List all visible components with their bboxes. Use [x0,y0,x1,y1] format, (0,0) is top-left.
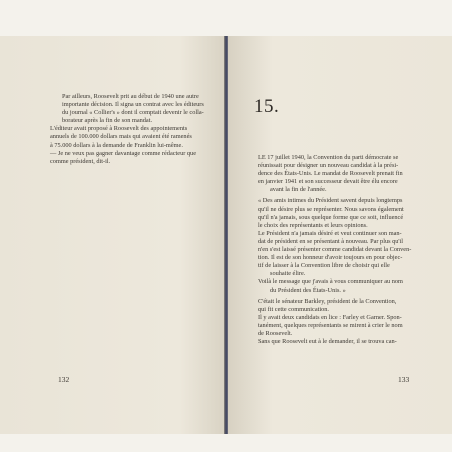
text-line: Voilà le message que j'avais à vous communiquer au nom [258,278,403,286]
text-line: C'était le sénateur Barkley, président de la Convention, [258,297,397,305]
page-number-left: 132 [58,375,70,384]
text-line: du Président des États-Unis. » [270,286,346,294]
text-line: en janvier 1941 et son successeur devait être élu encore [258,178,398,186]
text-line: — Je ne veux pas gagner davantage comme rédacteur que [50,149,196,157]
right-paragraph [258,338,418,346]
text-line: LE 17 juillet 1940, la Convention du parti démocrate se [258,154,399,161]
text-line: importante décision. Il signa un contrat avec les éditeurs [62,101,204,109]
text-line: « Des amis intimes du Président savent depuis longtemps [258,197,403,205]
text-line: annuels de 100.000 dollars mais qui avaient été ramenés [50,133,192,141]
text-line: Par ailleurs, Roosevelt prit au début de 1940 une autre [62,93,199,100]
text-line: Il y avait deux candidats en lice : Farley et Garner. Spon- [258,313,402,321]
left-paragraph [50,150,213,166]
right-paragraph [258,278,418,294]
text-line: n'en s'est laissé présenter comme candidat devant la Conven- [258,246,412,254]
text-line: à 75.000 dollars à la demande de Franklin lui-même. [50,141,183,149]
left-paragraph [50,93,213,125]
text-line: le choix des représentants et leurs opinions. [258,221,368,229]
left-paragraph [50,125,213,149]
text-line: tanément, quelques représentants se mirent à crier le nom [258,321,403,329]
text-line: tif de laisser à la Convention libre de choisir qui elle [258,262,390,270]
right-paragraph [258,314,418,338]
text-line: qu'il n'a jamais, sous quelque forme que ce soit, influencé [258,213,404,221]
right-page-text [258,154,418,346]
text-line: Sans que Roosevelt eut à le demander, il se trouva can- [258,338,397,346]
text-line: souhaite élire. [270,270,306,278]
text-line: Le Président n'a jamais désiré et veut continuer son man- [258,229,402,237]
text-line: tion. Il est de son honneur d'avoir toujours en pour objec- [258,254,403,262]
right-paragraph [258,197,418,229]
text-line: de Roosevelt. [258,329,293,337]
text-line: comme président, dit-il. [50,157,111,165]
right-paragraph [258,154,418,194]
text-line: qu'il ne désire plus se représenter. Nous savons également [258,205,404,213]
chapter-number: 15. [254,96,280,117]
right-paragraph [258,230,418,279]
left-page-text [50,93,213,166]
page-number-right: 133 [398,375,410,384]
text-line: dat de président en se présentant à nouveau. Par plus qu'il [258,237,404,245]
text-line: avant la fin de l'année. [270,186,327,194]
text-line: réunissait pour désigner un nouveau candidat à la prési- [258,162,399,170]
text-line: du journal « Collier's » dont il comptait devenir le colla- [62,109,204,117]
text-line: L'éditeur avait proposé à Roosevelt des appointements [50,125,188,133]
right-paragraph [258,298,418,314]
text-line: borateur après la fin de son mandat. [62,117,153,125]
text-line: qui fit cette communication. [258,305,329,313]
text-line: dence des États-Unis. Le mandat de Roosevelt prenait fin [258,170,403,178]
